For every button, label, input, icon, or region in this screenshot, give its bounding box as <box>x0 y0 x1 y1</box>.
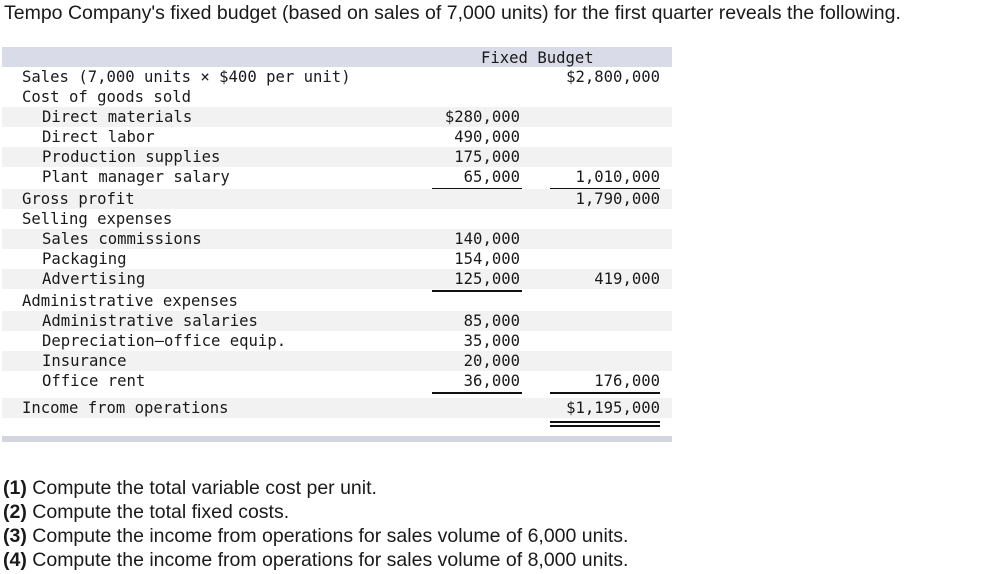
double-rule-bottom <box>550 425 660 427</box>
question-2 <box>3 500 628 524</box>
row-amount: $280,000 <box>444 108 520 126</box>
question-number: (1) <box>3 477 27 499</box>
row-total: $2,800,000 <box>566 68 660 86</box>
row-amount: 85,000 <box>463 312 520 330</box>
question-number: (3) <box>3 525 27 547</box>
table-footer-band <box>2 436 672 442</box>
row-label: Packaging <box>42 250 127 268</box>
row-amount: 175,000 <box>454 148 520 166</box>
row-depreciation-office-equip <box>2 331 672 351</box>
question-3 <box>3 524 628 548</box>
row-total: 1,010,000 <box>575 168 660 186</box>
row-advertising <box>2 269 672 289</box>
row-label: Direct materials <box>42 108 193 126</box>
row-total: 419,000 <box>594 270 660 288</box>
fixed-budget-table <box>2 47 672 442</box>
row-selling-expenses <box>2 209 672 229</box>
row-amount: 154,000 <box>454 250 520 268</box>
row-label: Advertising <box>42 270 146 288</box>
row-insurance <box>2 351 672 371</box>
question-4 <box>3 548 628 572</box>
row-label: Administrative expenses <box>22 292 238 310</box>
intro-text: Tempo Company's fixed budget (based on sales of 7,000 units) for the first quarter reveals the following. <box>4 2 901 24</box>
row-amount: 140,000 <box>454 230 520 248</box>
question-number: (4) <box>3 549 27 571</box>
row-cost-of-goods-sold <box>2 87 672 107</box>
row-label: Production supplies <box>42 148 221 166</box>
row-label: Administrative salaries <box>42 312 258 330</box>
row-packaging <box>2 249 672 269</box>
row-amount: 490,000 <box>454 128 520 146</box>
row-production-supplies <box>2 147 672 167</box>
row-administrative-salaries <box>2 311 672 331</box>
row-sales <box>2 67 672 87</box>
row-total: $1,195,000 <box>566 399 660 417</box>
question-text: Compute the total fixed costs. <box>26 501 290 523</box>
row-amount: 125,000 <box>454 270 520 288</box>
subtotal-rule <box>432 392 522 394</box>
row-label: Plant manager salary <box>42 168 230 186</box>
row-label: Cost of goods sold <box>22 88 191 106</box>
row-total: 176,000 <box>594 372 660 390</box>
row-label: Selling expenses <box>22 210 173 228</box>
question-text: Compute the income from operations for sales volume of 8,000 units. <box>26 549 629 571</box>
row-label: Income from operations <box>22 399 229 417</box>
row-label: Sales (7,000 units × $400 per unit) <box>22 68 351 86</box>
row-amount: 20,000 <box>463 352 520 370</box>
question-text: Compute the total variable cost per unit. <box>26 477 377 499</box>
question-1 <box>3 476 628 500</box>
row-sales-commissions <box>2 229 672 249</box>
row-amount: 36,000 <box>463 372 520 390</box>
question-text: Compute the income from operations for sales volume of 6,000 units. <box>26 525 629 547</box>
row-direct-materials <box>2 107 672 127</box>
row-label: Sales commissions <box>42 230 202 248</box>
column-header-fixed-budget: Fixed Budget <box>481 49 594 67</box>
row-label: Depreciation—office equip. <box>42 332 287 350</box>
row-label: Insurance <box>42 352 127 370</box>
row-plant-manager-salary <box>2 167 672 187</box>
row-direct-labor <box>2 127 672 147</box>
double-rule-top <box>550 421 660 423</box>
row-label: Direct labor <box>42 128 155 146</box>
row-amount: 65,000 <box>463 168 520 186</box>
row-amount: 35,000 <box>463 332 520 350</box>
question-number: (2) <box>3 501 27 523</box>
row-office-rent <box>2 371 672 391</box>
question-list <box>3 476 628 572</box>
row-administrative-expenses <box>2 291 672 311</box>
row-gross-profit <box>2 189 672 209</box>
row-label: Office rent <box>42 372 146 390</box>
row-label: Gross profit <box>22 190 135 208</box>
row-total: 1,790,000 <box>575 190 660 208</box>
row-income-from-operations <box>2 398 672 418</box>
subtotal-rule <box>550 392 660 394</box>
